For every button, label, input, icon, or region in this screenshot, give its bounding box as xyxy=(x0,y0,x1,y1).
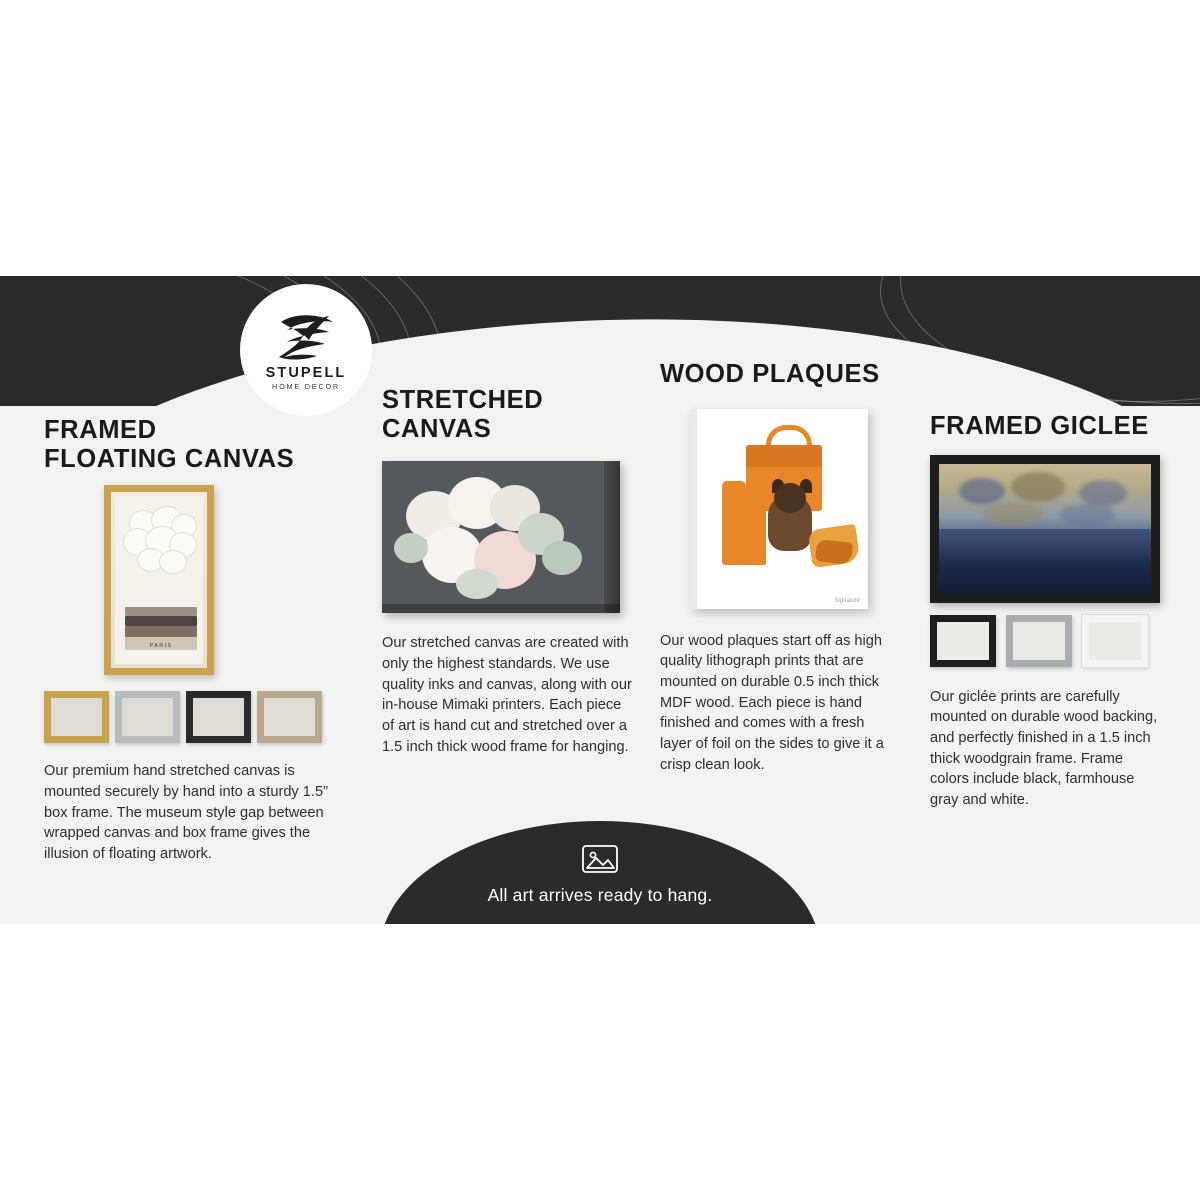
stupell-swan-logo-icon xyxy=(273,310,339,364)
boot-foot xyxy=(722,551,762,565)
artwork-signature: Signature xyxy=(834,597,860,604)
wood-plaque-artwork xyxy=(690,409,868,609)
framed-floating-canvas-artwork xyxy=(104,485,214,675)
white-hydrangea-bouquet-illustration xyxy=(123,506,201,586)
brand-logo xyxy=(240,284,372,416)
section-description: Our giclée prints are carefully mounted on durable wood backing, and perfectly finished in a 1.5 inch thick woodgrain frame. Frame colors include black, farmhouse gray and white. xyxy=(930,688,1158,809)
section-description: Our premium hand stretched canvas is mounted securely by hand into a sturdy 1.5” box frame. The museum style gap between wrapped canvas and box frame gives the illusion of floating artwork. xyxy=(44,763,328,862)
ready-to-hang-banner xyxy=(380,821,820,924)
section-stretched-canvas xyxy=(382,386,632,757)
gold-frame-swatch[interactable] xyxy=(44,691,109,743)
section-title-line2: CANVAS xyxy=(382,414,492,443)
section-title xyxy=(382,386,632,443)
section-title xyxy=(660,360,895,389)
canvas-side-edge xyxy=(604,461,620,613)
section-title-line1: FRAMED xyxy=(44,416,157,444)
framed-giclee-artwork xyxy=(930,455,1160,603)
wood-frame-swatch[interactable] xyxy=(257,691,322,743)
frame-color-swatches xyxy=(44,691,334,743)
black-giclee-frame[interactable] xyxy=(930,615,996,667)
section-framed-floating-canvas xyxy=(44,416,334,865)
section-title xyxy=(930,412,1160,441)
section-framed-giclee xyxy=(930,412,1160,811)
artwork-canvas xyxy=(115,496,203,664)
section-title xyxy=(44,416,334,473)
scarf-fold xyxy=(815,539,853,565)
section-title-line1: STRETCHED xyxy=(382,386,544,414)
framed-photo-icon xyxy=(581,843,619,875)
section-title-line1: FRAMED GICLEE xyxy=(930,412,1149,440)
black-frame-swatch[interactable] xyxy=(186,691,251,743)
stretched-canvas-artwork xyxy=(382,461,620,613)
section-description: Our stretched canvas are created with only the highest standards. We use quality inks and canvas, along with our in-house Mimaki printers. Each piece of art is hand cut and stretched over a 1.5 inch thick wood frame for hanging. xyxy=(382,635,632,755)
banner-text: All art arrives ready to hang. xyxy=(487,885,713,905)
canvas-bottom-edge xyxy=(382,604,620,613)
plaque-side-edge xyxy=(690,409,697,609)
giclee-frame-options xyxy=(930,615,1160,667)
artwork-caption: PARIS xyxy=(149,643,173,650)
dog-head xyxy=(774,483,806,513)
section-title-line2: FLOATING CANVAS xyxy=(44,444,295,473)
gray-giclee-frame[interactable] xyxy=(1006,615,1072,667)
brand-name: STUPELL xyxy=(265,364,347,381)
infographic-stage xyxy=(0,276,1200,924)
stacked-books-illustration xyxy=(125,606,197,650)
section-wood-plaques xyxy=(660,360,895,776)
abstract-water-layer xyxy=(939,529,1151,594)
section-title-line1: WOOD PLAQUES xyxy=(660,360,880,388)
section-description: Our wood plaques start off as high quality lithograph prints that are mounted on durable 0.5 inch thick MDF wood. Each piece is hand finished and comes with a fresh layer of foil on the sides to give it a crisp clean look. xyxy=(660,632,884,773)
handbag-flap xyxy=(746,445,822,467)
silver-frame-swatch[interactable] xyxy=(115,691,180,743)
white-giclee-frame[interactable] xyxy=(1082,615,1148,667)
brand-subtitle: HOME DECOR xyxy=(272,382,340,392)
